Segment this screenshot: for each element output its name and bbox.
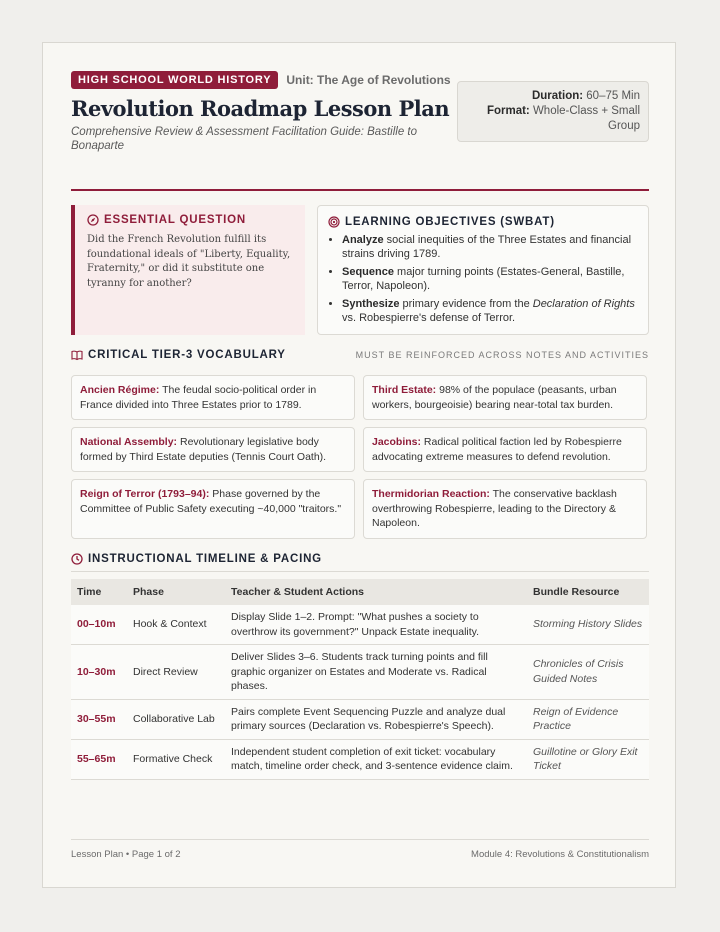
row-resource: Guillotine or Glory Exit Ticket	[527, 739, 649, 779]
format-label: Format:	[486, 105, 530, 117]
row-resource: Reign of Evidence Practice	[527, 699, 649, 739]
table-row	[71, 605, 649, 645]
column-header-phase: Phase	[127, 579, 225, 605]
footer-left: Lesson Plan • Page 1 of 2	[71, 849, 181, 860]
column-header-time: Time	[71, 579, 127, 605]
vocab-term: Thermidorian Reaction:	[372, 488, 490, 500]
format-value: Whole-Class + Small Group	[532, 105, 640, 132]
vocab-card	[71, 427, 355, 472]
vocab-card	[71, 479, 355, 539]
timeline-divider	[71, 571, 649, 572]
book-icon	[71, 349, 83, 361]
vocab-term: National Assembly:	[80, 436, 178, 448]
unit-label: Unit: The Age of Revolutions	[286, 73, 451, 87]
row-phase: Collaborative Lab	[127, 699, 225, 739]
page-footer	[71, 849, 649, 860]
page-content	[71, 71, 649, 772]
duration-line	[466, 89, 640, 104]
table-header-row	[71, 579, 649, 605]
essential-question-box	[71, 205, 305, 335]
vocab-term: Jacobins:	[372, 436, 422, 448]
vocab-definition: Radical political faction led by Robespierre advocating extreme measures to defend revolution.	[372, 436, 622, 463]
compass-icon	[87, 214, 99, 226]
vocab-definition: Phase governed by the Committee of Public Safety executing ~40,000 "traitors."	[80, 488, 342, 515]
row-phase: Direct Review	[127, 645, 225, 700]
objective-item	[342, 233, 638, 261]
objective-text-tail: vs. Robespierre's defense of Terror.	[342, 312, 516, 324]
vocab-term: Reign of Terror (1793–94):	[80, 488, 210, 500]
duration-value: 60–75 Min	[586, 90, 640, 102]
page-title: Revolution Roadmap Lesson Plan	[71, 96, 450, 121]
vocab-card	[71, 375, 355, 420]
vocab-card	[363, 427, 647, 472]
vocabulary-title: CRITICAL TIER-3 VOCABULARY	[88, 349, 286, 361]
vocab-definition: 98% of the populace (peasants, urban workers, bourgeoisie) bearing near-total tax burden.	[372, 384, 617, 411]
lesson-meta-box	[457, 81, 649, 142]
vocabulary-note: MUST BE REINFORCED ACROSS NOTES AND ACTIVITIES	[355, 350, 649, 360]
timeline-table	[71, 579, 649, 780]
row-actions: Display Slide 1–2. Prompt: "What pushes a society to overthrow its government?" Unpack Estate inequality.	[225, 605, 527, 645]
vocab-definition: The feudal socio-political order in France divided into Three Estates prior to 1789.	[80, 384, 317, 411]
row-resource: Chronicles of Crisis Guided Notes	[527, 645, 649, 700]
objective-item	[342, 265, 638, 293]
format-line	[466, 104, 640, 134]
vocab-term: Ancien Régime:	[80, 384, 160, 396]
timeline-header	[71, 553, 649, 565]
row-time: 30–55m	[71, 699, 127, 739]
row-actions: Pairs complete Event Sequencing Puzzle and analyze dual primary sources (Declaration vs. Robespierre's Speech).	[225, 699, 527, 739]
vocab-term: Third Estate:	[372, 384, 437, 396]
row-time: 10–30m	[71, 645, 127, 700]
footer-right: Module 4: Revolutions & Constitutionalism	[471, 849, 649, 860]
target-icon	[328, 216, 340, 228]
learning-objectives-title: LEARNING OBJECTIVES (SWBAT)	[345, 216, 555, 228]
objective-item	[342, 297, 638, 325]
vocabulary-header	[71, 349, 649, 361]
vocab-definition: Revolutionary legislative body formed by Third Estate deputies (Tennis Court Oath).	[80, 436, 327, 463]
objective-verb: Synthesize	[342, 298, 400, 310]
table-row	[71, 645, 649, 700]
timeline-heading	[71, 553, 649, 565]
table-row	[71, 699, 649, 739]
row-actions: Independent student completion of exit ticket: vocabulary match, timeline order check, and 3-sentence evidence claim.	[225, 739, 527, 779]
objective-text: social inequities of the Three Estates and financial strains driving 1789.	[342, 234, 632, 260]
footer-divider	[71, 839, 649, 840]
vocab-card	[363, 375, 647, 420]
row-phase: Hook & Context	[127, 605, 225, 645]
vocabulary-heading	[71, 349, 286, 361]
row-time: 55–65m	[71, 739, 127, 779]
column-header-actions: Teacher & Student Actions	[225, 579, 527, 605]
essential-question-text: Did the French Revolution fulfill its foundational ideals of "Liberty, Equality, Fraternity," or did it substitute one tyranny for another?	[87, 234, 291, 289]
objective-verb: Analyze	[342, 234, 384, 246]
table-row	[71, 739, 649, 779]
learning-objectives-box	[317, 205, 649, 335]
vocab-definition: The conservative backlash overthrowing Robespierre, leading to the Directory & Napoleon.	[372, 488, 617, 529]
objective-text: primary evidence from the	[399, 298, 533, 310]
essential-question-title: ESSENTIAL QUESTION	[104, 214, 246, 226]
row-time: 00–10m	[71, 605, 127, 645]
row-resource: Storming History Slides	[527, 605, 649, 645]
objectives-list	[328, 233, 638, 325]
page-subtitle: Comprehensive Review & Assessment Facilitation Guide: Bastille to Bonaparte	[71, 126, 417, 152]
column-header-resource: Bundle Resource	[527, 579, 649, 605]
row-actions: Deliver Slides 3–6. Students track turning points and fill graphic organizer on Estates and Moderate vs. Radical phases.	[225, 645, 527, 700]
objective-source-title: Declaration of Rights	[532, 298, 635, 310]
timeline-title: INSTRUCTIONAL TIMELINE & PACING	[88, 553, 322, 565]
row-phase: Formative Check	[127, 739, 225, 779]
header-divider	[71, 189, 649, 191]
vocab-card	[363, 479, 647, 539]
duration-label: Duration:	[531, 90, 584, 102]
lesson-plan-page	[42, 42, 676, 888]
clock-icon	[71, 553, 83, 565]
objective-verb: Sequence	[342, 266, 394, 278]
essential-question-heading	[87, 214, 295, 226]
course-badge: HIGH SCHOOL WORLD HISTORY	[71, 71, 278, 89]
objective-text: major turning points (Estates-General, Bastille, Terror, Napoleon).	[342, 266, 625, 292]
learning-objectives-heading	[328, 216, 638, 228]
